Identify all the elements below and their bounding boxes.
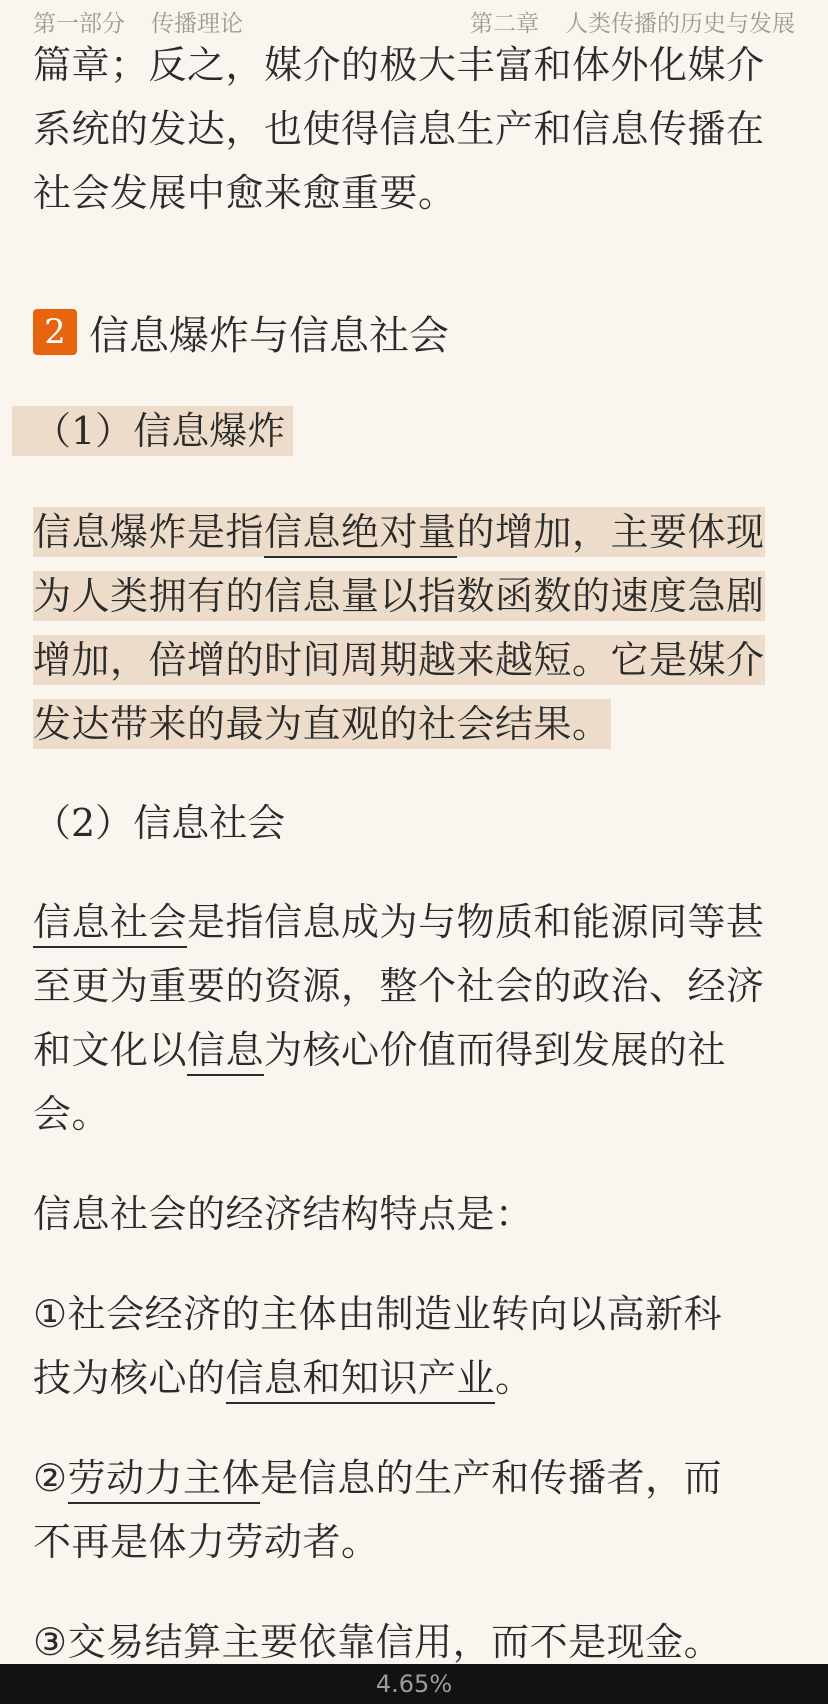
text-run: 是信息的生产和传播者，而 [260,1456,723,1500]
text-line[interactable] [33,1282,795,1346]
text-run: 社会经济的主体由制造业转向以高新科 [67,1292,723,1336]
highlight-span[interactable]: 增加，倍增的时间周期越来越短。它是媒介 [33,635,765,685]
intro-paragraph[interactable] [33,33,795,225]
text-line[interactable]: 篇章；反之，媒介的极大丰富和体外化媒介 [33,43,765,87]
reading-progress-bar [0,1664,828,1704]
underlined-term[interactable]: 信息和知识产业 [226,1356,496,1404]
header-chapter-title: 人类传播的历史与发展 [565,10,795,37]
list-marker: ② [33,1456,68,1500]
list-marker: ③ [33,1620,68,1664]
header-part: 第一部分 [33,10,125,37]
text-line[interactable]: 系统的发达，也使得信息生产和信息传播在 [33,107,765,151]
list-item-2[interactable] [33,1446,795,1574]
section-heading[interactable] [33,300,449,364]
reading-progress-text: 4.65% [375,1670,453,1698]
header-part-title: 传播理论 [151,10,243,37]
underlined-term[interactable]: 劳动力主体 [68,1456,261,1504]
text-run: 是指信息成为与物质和能源同等甚 [187,900,765,944]
text-line[interactable] [33,628,795,692]
text-line[interactable] [33,1446,795,1510]
definition-paragraph[interactable] [33,890,795,1146]
text-line[interactable]: 会。 [33,1092,111,1136]
highlight-span[interactable]: 为人类拥有的信息量以指数函数的速度急剧 [33,571,765,621]
underlined-term[interactable]: 信息绝对量 [264,510,457,558]
list-marker: ① [33,1292,68,1336]
text-line[interactable] [33,890,795,954]
section-number-badge: 2 [33,309,77,355]
underlined-term[interactable]: 信息社会 [33,900,187,948]
text-run: 。 [495,1356,534,1400]
text-line[interactable] [33,1346,795,1410]
text-line[interactable] [33,564,795,628]
subheading-information-explosion[interactable] [12,406,293,456]
header-chapter: 第二章 [470,10,539,37]
subheading-information-society[interactable] [33,798,285,848]
text-run: 为核心价值而得到发展的社 [264,1028,727,1072]
economic-structure-intro[interactable] [33,1182,795,1246]
text-line[interactable] [33,500,795,564]
section-title[interactable]: 信息爆炸与信息社会 [89,312,449,359]
text-run: 技为核心的 [33,1356,226,1400]
subheading-title: 信息社会 [133,801,286,845]
text-line[interactable]: 不再是体力劳动者。 [33,1520,380,1564]
text-line[interactable] [33,692,795,756]
subheading-number: （2） [33,801,134,845]
subheading-title: 信息爆炸 [133,409,286,453]
highlight-span[interactable] [33,507,765,557]
text-line[interactable] [33,1018,795,1082]
text-line[interactable]: 社会发展中愈来愈重要。 [33,171,457,215]
text-run: 交易结算主要依靠信用，而不是现金。 [67,1620,723,1664]
text-run: 信息爆炸是指 [33,510,265,554]
subheading-number: （1） [33,409,134,453]
highlight-span[interactable]: 发达带来的最为直观的社会结果。 [33,699,611,749]
text-line[interactable]: 信息社会的经济结构特点是： [33,1192,534,1236]
list-item-1[interactable] [33,1282,795,1410]
text-run: 的增加，主要体现 [456,510,765,554]
text-run: 和文化以 [33,1028,188,1072]
underlined-term[interactable]: 信息 [187,1028,264,1076]
text-line[interactable]: 至更为重要的资源，整个社会的政治、经济 [33,964,765,1008]
highlighted-paragraph[interactable] [33,500,795,756]
